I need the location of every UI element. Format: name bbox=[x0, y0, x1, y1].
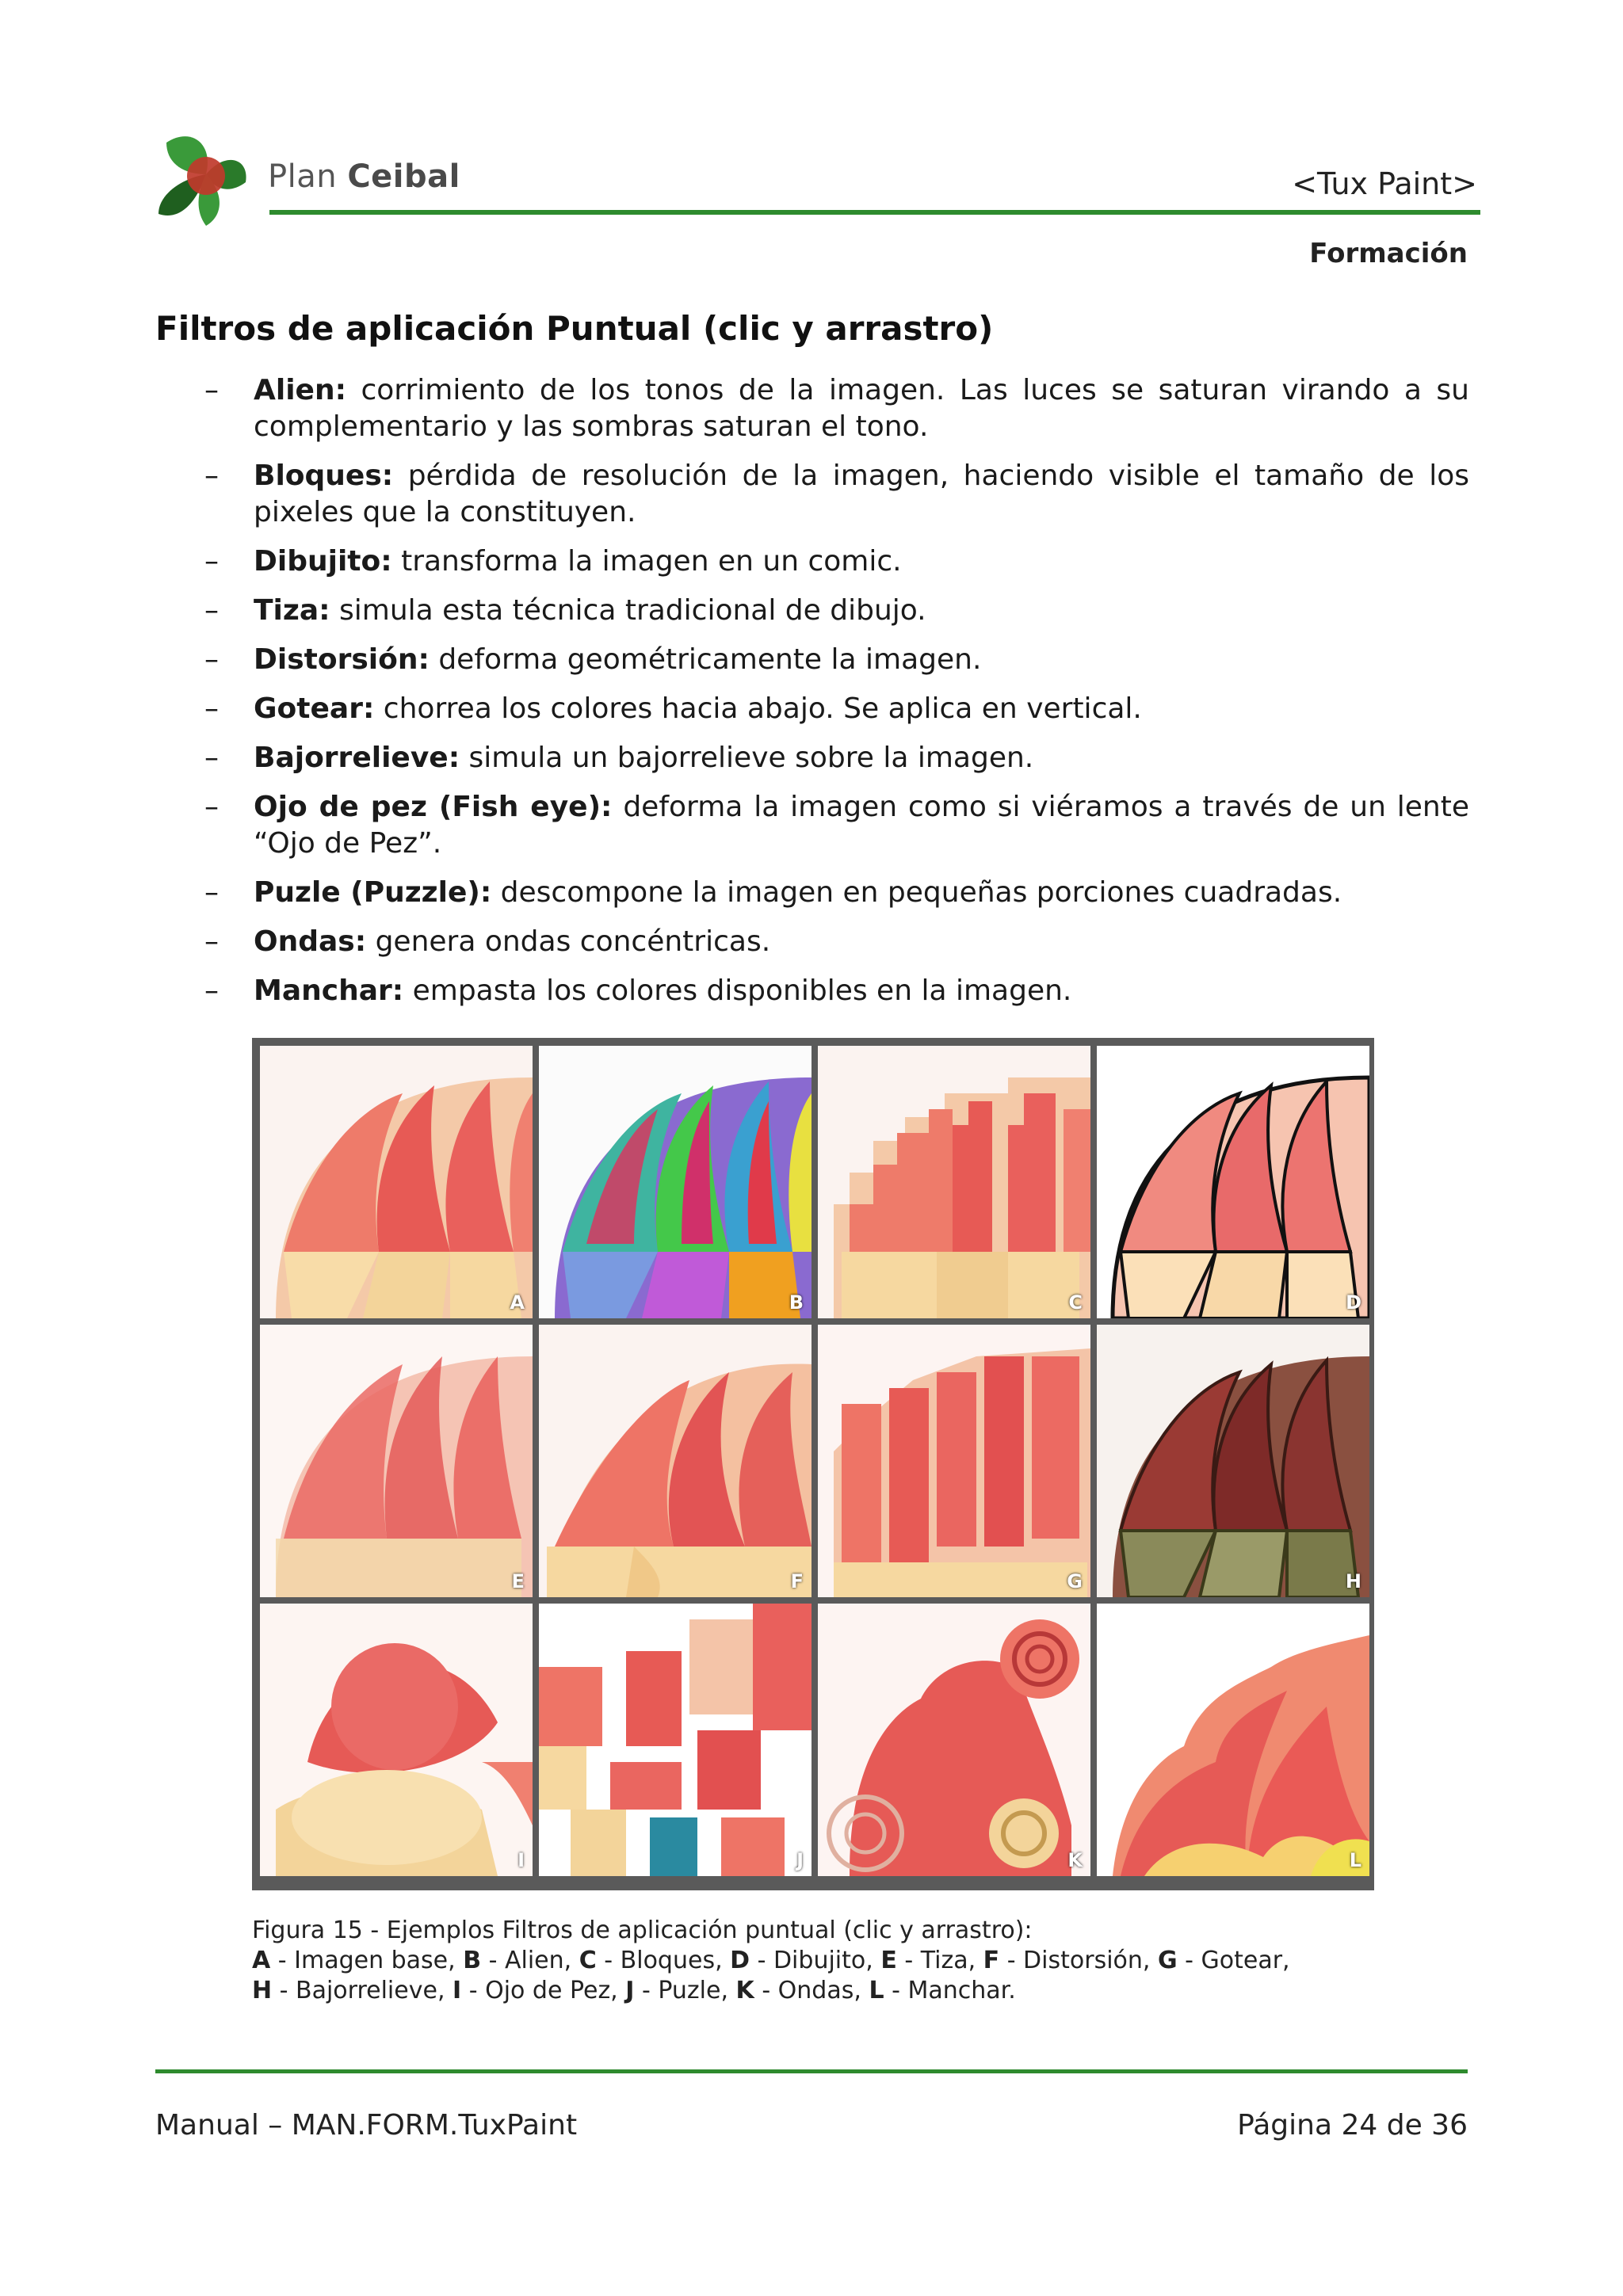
figure-panel-e bbox=[260, 1325, 533, 1597]
footer-page-number: Página 24 de 36 bbox=[1237, 2109, 1468, 2142]
balloon-image-smudge bbox=[1097, 1604, 1369, 1876]
balloon-image-cartoon bbox=[1097, 1046, 1369, 1318]
list-item: – Manchar: empasta los colores disponibles en la imagen. bbox=[204, 974, 1072, 1007]
figure-caption bbox=[252, 1916, 1290, 2006]
figure-panel-j bbox=[539, 1604, 812, 1876]
figure-panel-k bbox=[818, 1604, 1090, 1876]
figure-panel-f bbox=[539, 1325, 812, 1597]
list-item: – Bajorrelieve: simula un bajorrelieve sobre la imagen. bbox=[204, 742, 1034, 774]
balloon-image-chalk bbox=[260, 1325, 533, 1597]
panel-letter: H bbox=[1345, 1570, 1361, 1592]
balloon-image-waves bbox=[818, 1604, 1090, 1876]
section-title: Filtros de aplicación Puntual (clic y arrastro) bbox=[155, 309, 994, 348]
panel-letter: I bbox=[517, 1849, 525, 1871]
panel-letter: K bbox=[1067, 1849, 1083, 1871]
list-item: – Puzle (Puzzle): descompone la imagen en pequeñas porciones cuadradas. bbox=[204, 876, 1342, 909]
balloon-image-alien bbox=[539, 1046, 812, 1318]
panel-letter: D bbox=[1346, 1291, 1361, 1314]
balloon-image-base bbox=[260, 1046, 533, 1318]
list-item: – Tiza: simula esta técnica tradicional de dibujo. bbox=[204, 594, 926, 627]
panel-letter: G bbox=[1067, 1570, 1083, 1592]
figure-panel-l bbox=[1097, 1604, 1369, 1876]
figure-panel-d bbox=[1097, 1046, 1369, 1318]
balloon-image-distortion bbox=[539, 1325, 812, 1597]
figure-panel-a bbox=[260, 1046, 533, 1318]
logo-text: Plan Ceibal bbox=[268, 158, 460, 195]
list-item: – Bloques: pérdida de resolución de la imagen, haciendo visible el tamaño de los pixeles que la constituyen. bbox=[204, 460, 1469, 528]
footer-divider bbox=[155, 2069, 1468, 2073]
figure-panel-i bbox=[260, 1604, 533, 1876]
list-item: – Ojo de pez (Fish eye): deforma la imagen como si viéramos a través de un lente “Ojo de Pez”. bbox=[204, 791, 1470, 860]
balloon-image-blocks bbox=[818, 1046, 1090, 1318]
panel-letter: C bbox=[1068, 1291, 1083, 1314]
balloon-image-puzzle bbox=[539, 1604, 812, 1876]
filter-list bbox=[204, 372, 1470, 1022]
figure-panel-b bbox=[539, 1046, 812, 1318]
document-title: <Tux Paint> bbox=[1292, 166, 1477, 201]
figure-panel-h bbox=[1097, 1325, 1369, 1597]
caption-legend-line-1: A - Imagen base, B - Alien, C - Bloques, D - Dibujito, E - Tiza, F - Distorsión, G - Gotear, bbox=[252, 1947, 1290, 1974]
panel-letter: L bbox=[1349, 1849, 1361, 1871]
list-item: – Gotear: chorrea los colores hacia abajo. Se aplica en vertical. bbox=[204, 692, 1142, 725]
list-item: – Alien: corrimiento de los tonos de la imagen. Las luces se saturan virando a su complementario y las sombras saturan el tono. bbox=[204, 374, 1469, 443]
list-item: – Dibujito: transforma la imagen en un comic. bbox=[204, 545, 902, 578]
caption-title: Figura 15 - Ejemplos Filtros de aplicación puntual (clic y arrastro): bbox=[252, 1917, 1033, 1944]
footer-manual-id: Manual – MAN.FORM.TuxPaint bbox=[155, 2109, 578, 2142]
caption-legend-line-2: H - Bajorrelieve, I - Ojo de Pez, J - Puzle, K - Ondas, L - Manchar. bbox=[252, 1977, 1016, 2004]
panel-letter: J bbox=[796, 1849, 804, 1871]
balloon-image-fisheye bbox=[260, 1604, 533, 1876]
panel-letter: E bbox=[511, 1570, 525, 1592]
panel-letter: A bbox=[510, 1291, 525, 1314]
list-item: – Ondas: genera ondas concéntricas. bbox=[204, 925, 771, 958]
ceibal-leaf-icon bbox=[151, 127, 262, 230]
panel-letter: F bbox=[790, 1570, 804, 1592]
filter-examples-figure bbox=[252, 1038, 1374, 1890]
figure-panel-c bbox=[818, 1046, 1090, 1318]
panel-letter: B bbox=[789, 1291, 804, 1314]
header-divider bbox=[269, 210, 1480, 215]
figure-panel-g bbox=[818, 1325, 1090, 1597]
balloon-image-drip bbox=[818, 1325, 1090, 1597]
document-subtitle: Formación bbox=[1309, 238, 1468, 269]
balloon-image-emboss bbox=[1097, 1325, 1369, 1597]
list-item: – Distorsión: deforma geométricamente la imagen. bbox=[204, 643, 982, 676]
